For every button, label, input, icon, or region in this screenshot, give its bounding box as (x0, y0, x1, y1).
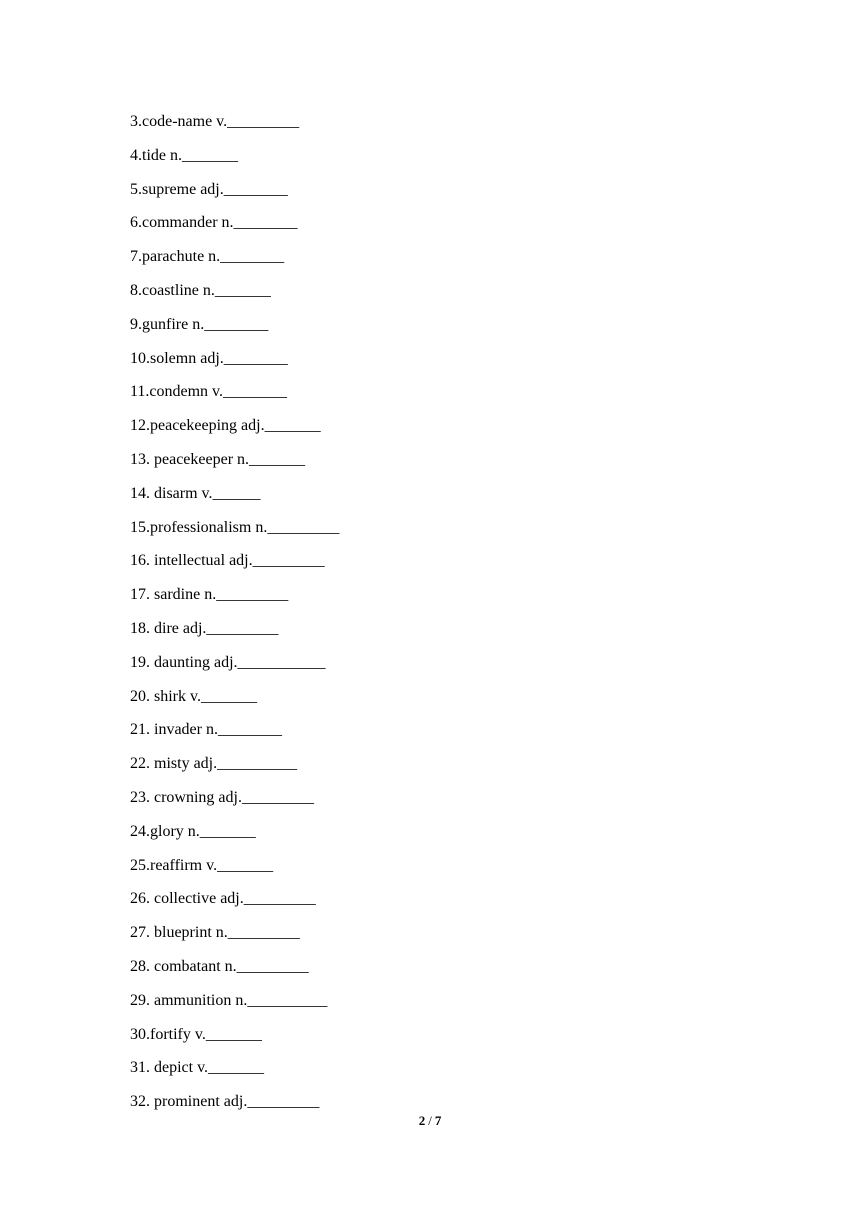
list-item: 15.professionalism n._________ (130, 518, 340, 536)
vocabulary-list (130, 111, 339, 1125)
list-item: 20. shirk v._______ (130, 687, 257, 705)
list-item: 28. combatant n._________ (130, 957, 309, 975)
current-page-number: 2 (418, 1113, 426, 1128)
list-item: 18. dire adj._________ (130, 619, 279, 637)
list-item: 19. daunting adj.___________ (130, 653, 326, 671)
list-item: 27. blueprint n._________ (130, 924, 300, 942)
list-item: 14. disarm v.______ (130, 484, 261, 502)
list-item: 30.fortify v._______ (130, 1025, 262, 1043)
list-item: 7.parachute n.________ (130, 248, 285, 266)
list-item: 8.coastline n._______ (130, 281, 271, 299)
list-item: 10.solemn adj.________ (130, 349, 288, 367)
list-item: 5.supreme adj.________ (130, 180, 288, 198)
list-item: 11.condemn v.________ (130, 383, 288, 401)
page-number-separator: / (428, 1113, 432, 1128)
list-item: 24.glory n._______ (130, 822, 256, 840)
list-item: 17. sardine n._________ (130, 586, 289, 604)
list-item: 16. intellectual adj._________ (130, 552, 325, 570)
page-number (0, 1113, 860, 1129)
list-item: 21. invader n.________ (130, 721, 282, 739)
list-item: 4.tide n._______ (130, 146, 238, 164)
total-pages-number: 7 (434, 1113, 442, 1128)
list-item: 26. collective adj._________ (130, 890, 316, 908)
list-item: 6.commander n.________ (130, 214, 298, 232)
list-item: 3.code-name v._________ (130, 113, 300, 130)
list-item: 32. prominent adj._________ (130, 1093, 320, 1111)
list-item: 23. crowning adj._________ (130, 788, 314, 806)
list-item: 12.peacekeeping adj._______ (130, 417, 321, 435)
list-item: 25.reaffirm v._______ (130, 856, 274, 874)
list-item: 9.gunfire n.________ (130, 315, 269, 333)
list-item: 22. misty adj.__________ (130, 755, 298, 773)
list-item: 31. depict v._______ (130, 1059, 265, 1077)
list-item: 29. ammunition n.__________ (130, 991, 328, 1009)
list-item: 13. peacekeeper n._______ (130, 450, 306, 468)
